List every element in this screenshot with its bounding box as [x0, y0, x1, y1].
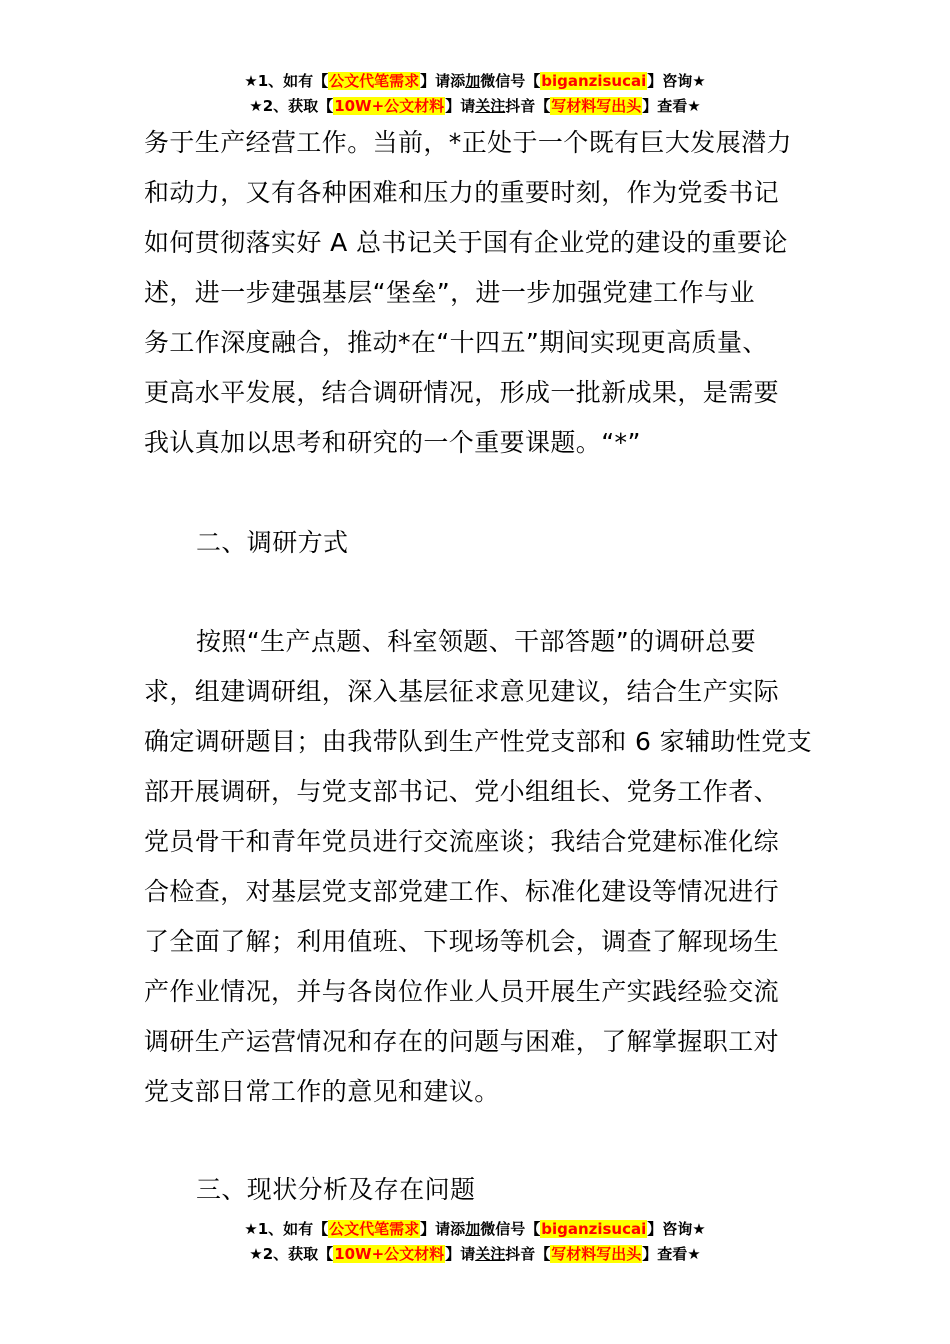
- banner-underlined-text: 加: [465, 1220, 481, 1238]
- banner-line-1: [0, 69, 950, 94]
- highlight-wechat-id: biganzisucai: [541, 1220, 647, 1238]
- text-line: 更高水平发展，结合调研情况，形成一批新成果，是需要: [144, 378, 780, 407]
- text-line: 务工作深度融合，推动*在“十四五”期间实现更高质量、: [144, 328, 768, 357]
- text-line: 确定调研题目；由我带队到生产性党支部和 6 家辅助性党支: [144, 727, 813, 756]
- text-line: 求，组建调研组，深入基层征求意见建议，结合生产实际: [144, 677, 780, 706]
- banner-underlined-text: 关注: [475, 97, 506, 115]
- banner-text: 微信号【: [480, 72, 541, 90]
- banner-underlined-text: 关注: [475, 1245, 506, 1263]
- text-line: 了全面了解；利用值班、下现场等机会，调查了解现场生: [144, 927, 780, 956]
- highlight-douyin-account: 写材料写出头: [551, 97, 642, 115]
- highlight-service: 公文代笔需求: [329, 72, 420, 90]
- text-line: 我认真加以思考和研究的一个重要课题。“*”: [144, 428, 641, 457]
- banner-text: 】请添: [420, 72, 466, 90]
- highlight-materials: 10W+公文材料: [334, 1245, 445, 1263]
- text-line: 调研生产运营情况和存在的问题与困难，了解掌握职工对: [144, 1027, 780, 1056]
- banner-text: 抖音【: [505, 97, 551, 115]
- banner-text: ★1、如有【: [244, 1220, 329, 1238]
- banner-line-2: [0, 94, 950, 119]
- banner-text: 微信号【: [480, 1220, 541, 1238]
- text-line: 和动力，又有各种困难和压力的重要时刻，作为党委书记: [144, 178, 780, 207]
- banner-text: 】请: [445, 1245, 476, 1263]
- banner-underlined-text: 加: [465, 72, 481, 90]
- banner-text: 】请: [445, 97, 476, 115]
- banner-text: ★2、获取【: [249, 97, 334, 115]
- banner-text: 】咨询★: [647, 1220, 706, 1238]
- text-line: 部开展调研，与党支部书记、党小组组长、党务工作者、: [144, 777, 780, 806]
- text-line: 产作业情况，并与各岗位作业人员开展生产实践经验交流: [144, 977, 780, 1006]
- banner-text: 】查看★: [642, 97, 701, 115]
- highlight-service: 公文代笔需求: [329, 1220, 420, 1238]
- banner-text: ★1、如有【: [244, 72, 329, 90]
- footer-banner: [0, 1217, 950, 1267]
- text-line: 党员骨干和青年党员进行交流座谈；我结合党建标准化综: [144, 827, 780, 856]
- text-line: 合检查，对基层党支部党建工作、标准化建设等情况进行: [144, 877, 780, 906]
- text-line: 务于生产经营工作。当前，*正处于一个既有巨大发展潜力: [144, 128, 792, 157]
- banner-text: 抖音【: [505, 1245, 551, 1263]
- banner-text: 】咨询★: [647, 72, 706, 90]
- text-line: 如何贯彻落实好 A 总书记关于国有企业党的建设的重要论: [144, 228, 788, 257]
- highlight-wechat-id: biganzisucai: [541, 72, 647, 90]
- text-line: 党支部日常工作的意见和建议。: [144, 1077, 500, 1106]
- banner-text: 】查看★: [642, 1245, 701, 1263]
- highlight-materials: 10W+公文材料: [334, 97, 445, 115]
- highlight-douyin-account: 写材料写出头: [551, 1245, 642, 1263]
- header-banner: [0, 69, 950, 119]
- section-heading-status-analysis: 三、现状分析及存在问题: [196, 1175, 476, 1204]
- banner-text: ★2、获取【: [249, 1245, 334, 1263]
- section-heading-research-method: 二、调研方式: [196, 528, 349, 557]
- banner-line-2: [0, 1242, 950, 1267]
- text-line: 按照“生产点题、科室领题、干部答题”的调研总要: [196, 627, 757, 656]
- banner-line-1: [0, 1217, 950, 1242]
- banner-text: 】请添: [420, 1220, 466, 1238]
- text-line: 述，进一步建强基层“堡垒”，进一步加强党建工作与业: [144, 278, 755, 307]
- paragraph-intro-continuation: [144, 118, 814, 468]
- paragraph-research-method: [144, 617, 814, 1117]
